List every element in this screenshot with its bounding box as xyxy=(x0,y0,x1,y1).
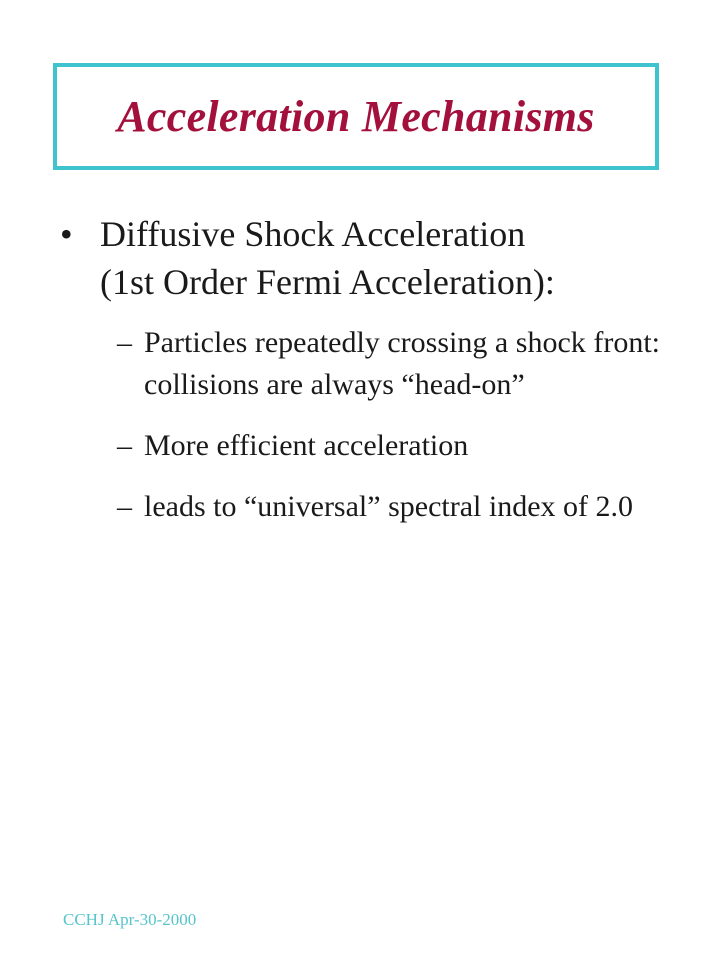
dash-icon: – xyxy=(117,429,132,462)
dash-icon: – xyxy=(117,490,132,523)
slide-title: Acceleration Mechanisms xyxy=(117,92,595,141)
slide-content xyxy=(60,210,660,547)
subitem-text: leads to “universal” spectral index of 2.0 xyxy=(144,490,633,523)
dash-icon: – xyxy=(117,326,132,359)
subitem-text: More efficient acceleration xyxy=(144,429,469,462)
bullet-item xyxy=(60,210,660,306)
subitem xyxy=(117,322,660,406)
bullet-line-1: Diffusive Shock Acceleration xyxy=(100,214,526,254)
subitem-text: Particles repeatedly crossing a shock front: collisions are always “head-on” xyxy=(144,326,660,401)
title-box xyxy=(53,63,659,170)
footer-label: CCHJ Apr-30-2000 xyxy=(63,910,197,929)
subitem-list xyxy=(60,322,660,528)
bullet-line-2: (1st Order Fermi Acceleration): xyxy=(100,262,555,302)
bullet-text xyxy=(100,210,660,306)
subitem xyxy=(117,425,660,467)
subitem xyxy=(117,486,660,528)
bullet-dot-icon: • xyxy=(60,214,73,254)
